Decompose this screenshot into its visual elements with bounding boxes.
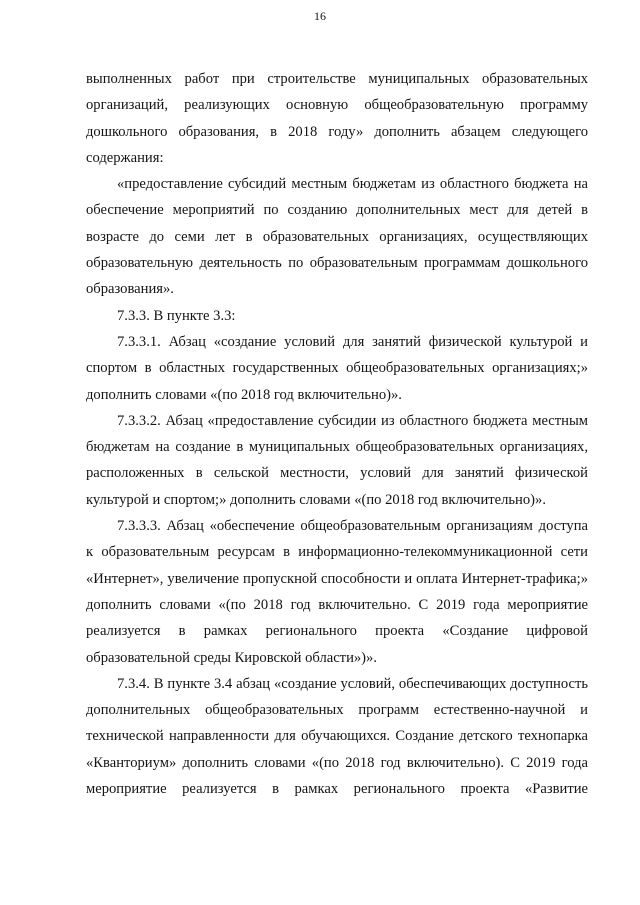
page-number: 16 (314, 9, 326, 23)
document-body (86, 66, 588, 802)
paragraph-item-7-3-3-1: 7.3.3.1. Абзац «создание условий для занятий физической культурой и спортом в областных государственных общеобразовательных организациях;» дополнить словами «(по 2018 год включительно)». (86, 333, 588, 403)
paragraph-continuation: выполненных работ при строительстве муниципальных образовательных организаций, реализующих основную общеобразовательную программу дошкольного образования, в 2018 году» дополнить абзацем следующего содержания: (86, 71, 588, 166)
paragraph-quoted-addition: «предоставление субсидий местным бюджетам из областного бюджета на обеспечение мероприятий по созданию дополнительных мест для детей в возрасте до семи лет в образовательных организациях, осуществляющих образовательную деятельность по образовательным программам дошкольного образования». (86, 176, 588, 298)
paragraph-item-7-3-3: 7.3.3. В пункте 3.3: (117, 307, 236, 324)
paragraph-item-7-3-3-2: 7.3.3.2. Абзац «предоставление субсидии из областного бюджета местным бюджетам на создание в муниципальных общеобразовательных организациях, расположенных в сельской местности, условий для занятий физической культурой и спортом;» дополнить словами «(по 2018 год включительно)». (86, 412, 588, 508)
paragraph-item-7-3-3-3: 7.3.3.3. Абзац «обеспечение общеобразовательным организациям доступа к образовательным ресурсам в информационно-телекоммуникационной сети «Интернет», увеличение пропускной способности и оплата Интернет-трафика;» дополнить словами «(по 2018 год включительно. С 2019 года мероприятие реализуется в рамках регионального проекта «Создание цифровой образовательной среды Кировской области»)». (86, 518, 588, 666)
paragraph-item-7-3-4: 7.3.4. В пункте 3.4 абзац «создание условий, обеспечивающих доступность дополнительных общеобразовательных программ естественно-научной и технической направленности для обучающихся. Создание детского технопарка «Кванториум» дополнить словами «(по 2018 год включительно). С 2019 года мероприятие реализуется в рамках регионального проекта «Развитие (86, 675, 588, 798)
